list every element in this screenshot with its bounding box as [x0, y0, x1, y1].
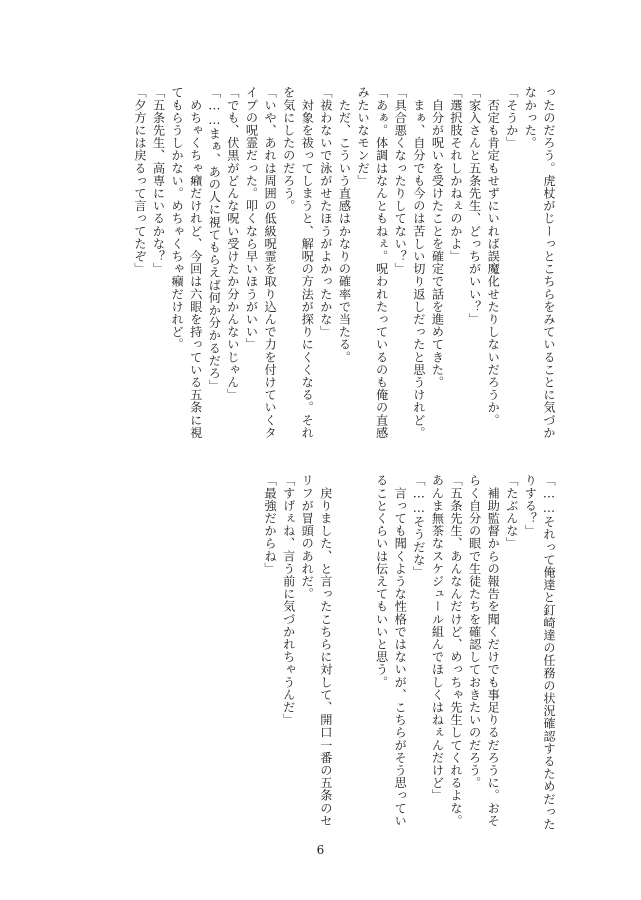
text-line: 補助監督からの報告を聞くだけでも事足りるだろうに。おそ — [486, 474, 501, 827]
text-line: らく自分の眼で生徒たちを確認しておきたいのだろう。 — [467, 474, 482, 789]
text-line: 「……まぁ、あの人に視てもらえば何か分かるだろ」 — [207, 86, 222, 392]
text-line: なかった。 — [523, 86, 538, 149]
text-line: 「……そうだな」 — [411, 474, 426, 579]
text-line: 「いや、あれは周囲の低級呪霊を取り込んで力を付けていくタ — [263, 86, 278, 439]
text-line: みたいなモンだ」 — [356, 86, 371, 187]
page-number: 6 — [316, 843, 325, 857]
upper-text-block — [130, 86, 558, 439]
text-line: りする？」 — [523, 474, 538, 537]
text-line: リフが冒頭のあれだ。 — [300, 474, 315, 600]
text-line: まぁ、自分でも今のは苦しい切り返しだったと思うけれど。 — [411, 86, 426, 439]
blank-line — [353, 474, 372, 819]
lower-text-block — [261, 474, 559, 831]
blank-line — [335, 474, 354, 819]
text-line: 「五条先生、あんなんだけど、めっちゃ先生してくれるよな。 — [449, 474, 464, 827]
text-line: を気にしたのだろう。 — [281, 86, 296, 212]
text-line: めちゃくちゃ癪だけれど、今回は六眼を持っている五条に視 — [188, 86, 203, 439]
text-line: 「具合悪くなったりしてない？」 — [393, 86, 408, 275]
text-line: 「最強だからね」 — [263, 474, 278, 575]
text-line: 「でも、伏黒がどんな呪い受けたか分かんないじゃん」 — [225, 86, 240, 401]
text-line: 「そうか」 — [504, 86, 519, 149]
text-line: 「たぶんな」 — [504, 474, 519, 550]
text-line: ることくらいは伝えてもいいと思う。 — [374, 474, 389, 689]
text-line: ったのだろう。虎杖がじーっとこちらをみていることに気づか — [542, 86, 556, 439]
text-line: ただ、こういう直感はかなりの確率で当たる。 — [337, 86, 352, 364]
text-line: 対象を祓ってしまうと、解呪の方法が探りにくくなる。それ — [300, 86, 315, 439]
text-line: 戻りました、と言ったこちらに対して、開口一番の五条のセ — [318, 474, 333, 827]
text-line: 自分が呪いを受けたことを確定で話を進めてきた。 — [430, 86, 445, 389]
text-line: あんま無茶なスケジュール組んでほしくはねぇんだけど」 — [430, 474, 445, 802]
text-line: 言っても聞くような性格ではないが、こちらがそう思ってい — [393, 474, 408, 827]
text-line: 否定も肯定もせずにいれば誤魔化せたりしないだろうか。 — [486, 86, 501, 427]
text-line: てもらうしかない。めちゃくちゃ癪だけれど。 — [170, 86, 185, 351]
text-line: イプの呪霊だった。叩くなら早いほうがいい」 — [244, 86, 259, 351]
text-line: 「……それって俺達と釘崎達の任務の状況確認するためだった — [542, 474, 556, 831]
text-line: 「選択肢それしかねぇのかよ」 — [449, 86, 464, 263]
text-line: 「五条先生、高専にいるかな？」 — [151, 86, 166, 275]
text-line: 「すげぇね、言う前に気づかれちゃうんだ」 — [281, 474, 296, 726]
text-line: 「家入さんと五条先生、どっちがいい？」 — [467, 86, 482, 326]
text-line: 「夕方には戻るって言ってたぞ」 — [132, 86, 147, 275]
text-line: 「祓わないで泳がせたほうがよかったかな」 — [318, 86, 333, 338]
text-line: 「あぁ。体調はなんともねぇ。呪われたっているのも俺の直感 — [374, 86, 389, 439]
